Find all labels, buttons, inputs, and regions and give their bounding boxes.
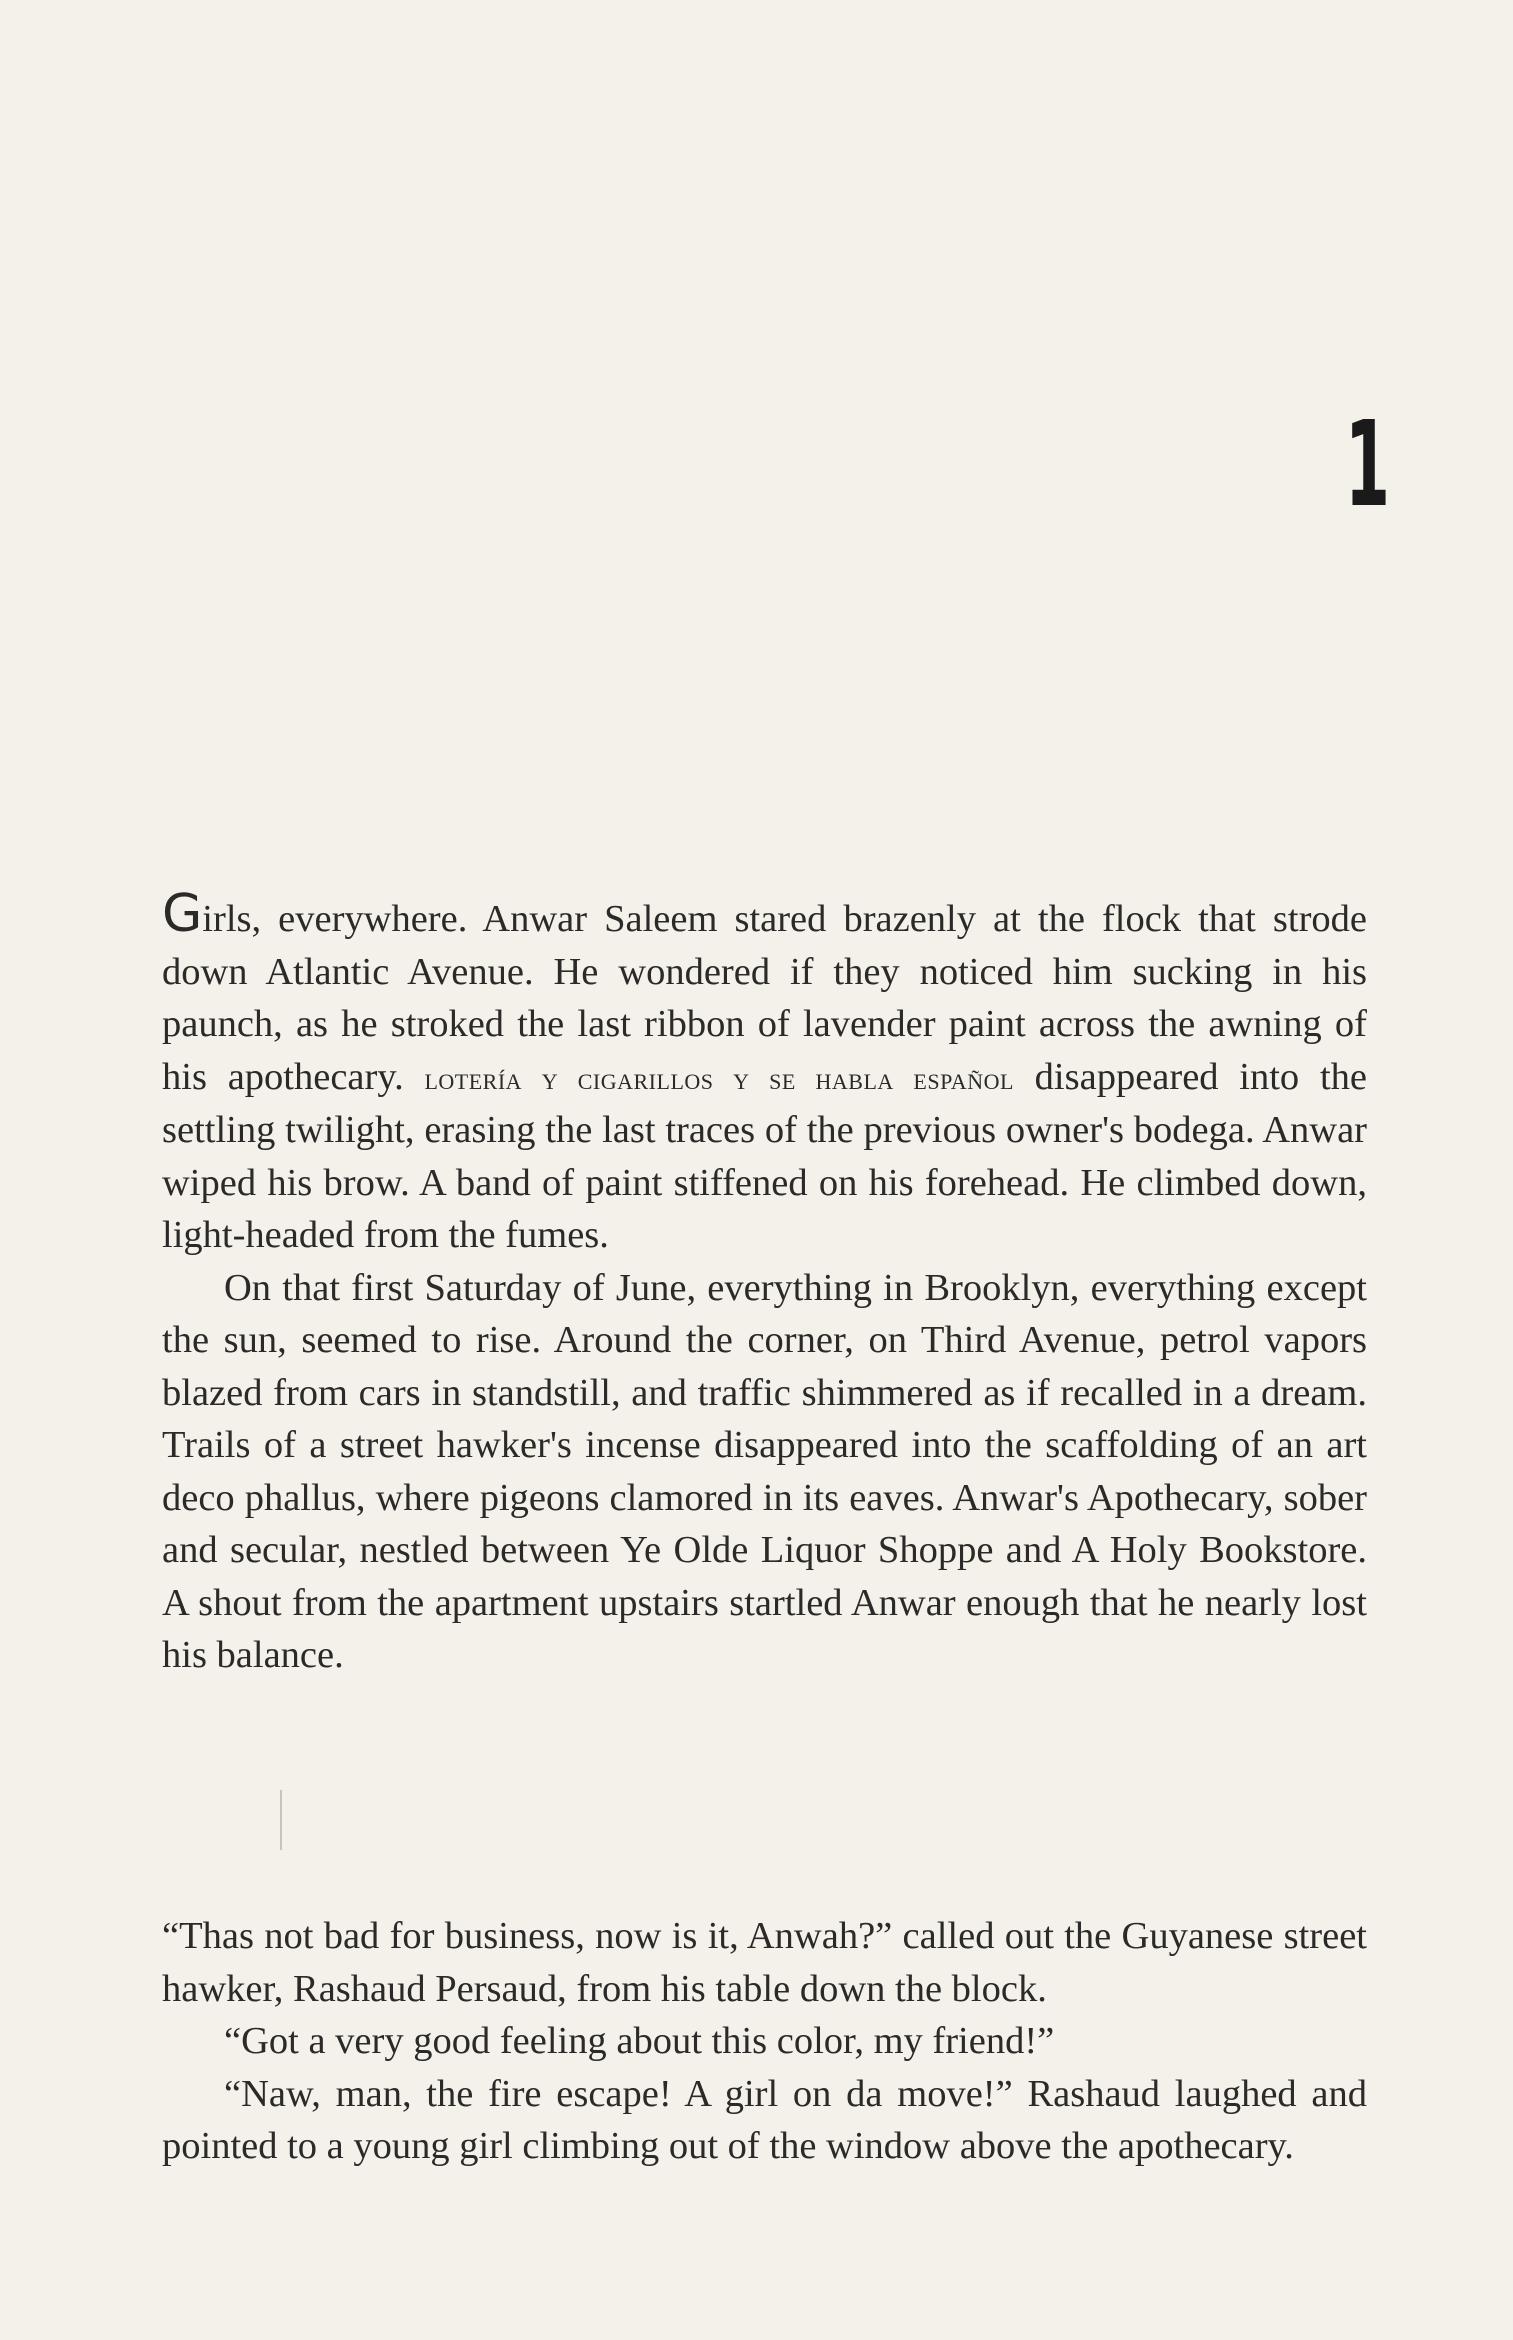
drop-cap: G — [162, 884, 203, 944]
paragraph-text: irls, everywhere. Anwar Saleem stared brazenly at the flock that strode down Atlantic Avenue. He wondered if they noticed him sucking in his paunch, as he stroked the last ribbon of lavender paint across the awning of his apothecary. — [162, 898, 1367, 1098]
paragraph: On that first Saturday of June, everything in Brooklyn, everything except the sun, seemed to rise. Around the corner, on Third Avenue, petrol vapors blazed from cars in standstill, and traffic shimmered as if recalled in a dream. Trails of a street hawker's incense disappeared into the scaffolding of an art deco phallus, where pigeons clamored in its eaves. Anwar's Apothecary, sober and secular, nestled between Ye Olde Liquor Shoppe and A Holy Bookstore. A shout from the apartment upstairs startled Anwar enough that he nearly lost his balance. — [162, 1266, 1367, 1676]
chapter-number: 1 — [1344, 395, 1390, 533]
section-2 — [162, 1910, 1367, 2173]
section-1 — [162, 884, 1367, 1682]
scan-mark — [280, 1790, 282, 1850]
paragraph: “Got a very good feeling about this color, my friend!” — [224, 2020, 1055, 2062]
paragraph — [162, 884, 1367, 1262]
paragraph-text: disappeared into the settling twilight, erasing the last traces of the previous owner's bodega. Anwar wiped his brow. A band of paint stiffened on his forehead. He climbed down, light-headed from the fumes. — [162, 1055, 1367, 1256]
paragraph: “Naw, man, the fire escape! A girl on da move!” Rashaud laughed and pointed to a young girl climbing out of the window above the apothecary. — [162, 2072, 1367, 2167]
sign-text-smallcaps: lotería y cigarillos y se habla español — [424, 1059, 1014, 1096]
paragraph: “Thas not bad for business, now is it, Anwah?” called out the Guyanese street hawker, Rashaud Persaud, from his table down the block. — [162, 1915, 1367, 2010]
